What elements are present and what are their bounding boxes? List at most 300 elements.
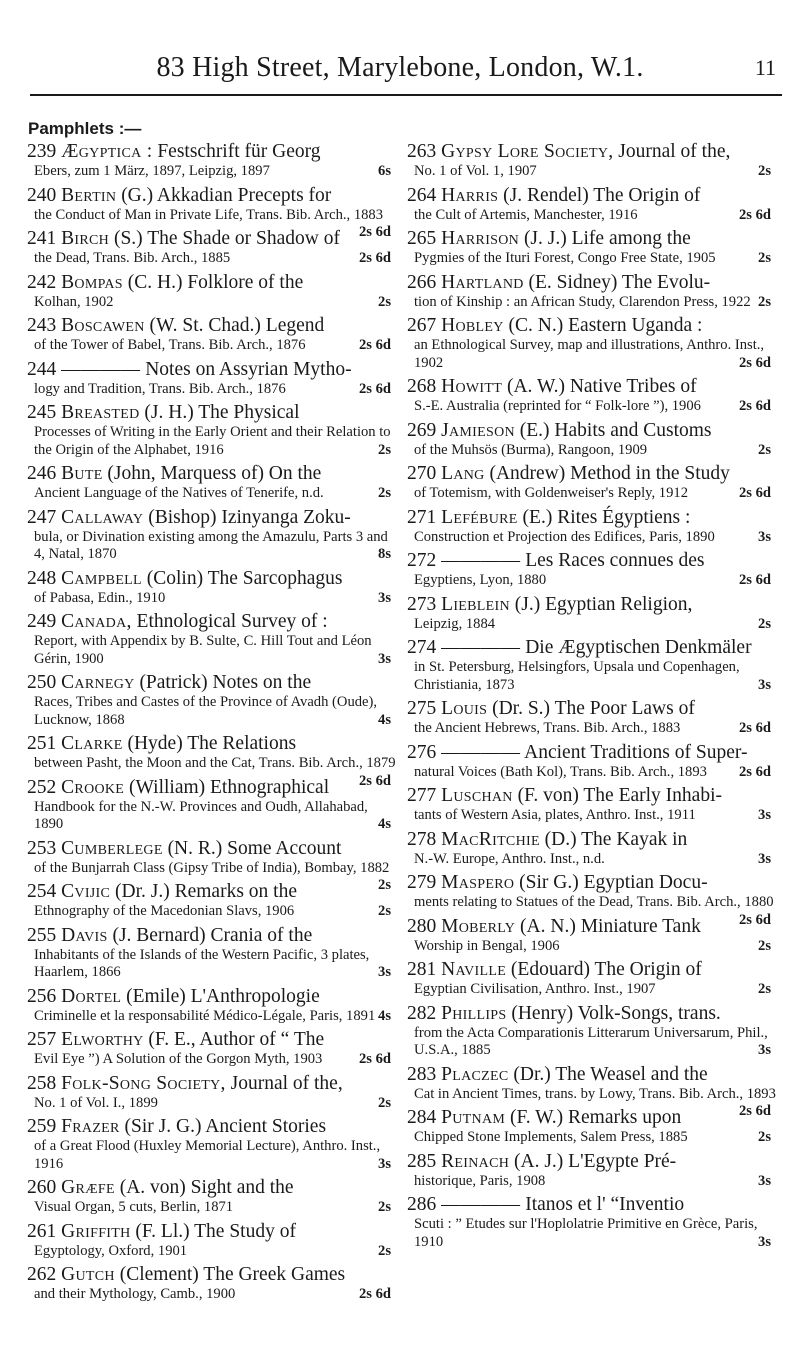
entry-author: Bertin <box>61 184 117 206</box>
catalogue-entry <box>407 1106 777 1147</box>
catalogue-entry <box>407 375 777 416</box>
entry-heading <box>27 462 397 485</box>
entry-author: Harrison <box>441 228 520 249</box>
entry-description <box>407 398 777 416</box>
entry-title-start: (Hyde) The Relations <box>127 733 297 754</box>
entry-author: Dortel <box>61 985 122 1007</box>
entry-author: Davis <box>61 924 108 946</box>
entry-title-start: (N. R.) Some Account <box>167 837 342 859</box>
entry-number: 271 <box>407 506 437 528</box>
entry-details: natural Voices (Bath Kol), Trans. Bib. Arch., 1893 <box>414 763 707 780</box>
entry-description <box>407 294 777 312</box>
catalogue-entry <box>407 184 777 225</box>
entry-number: 245 <box>27 402 57 423</box>
entry-price: 4s <box>378 816 391 832</box>
catalogue-entry <box>407 593 777 634</box>
entry-heading <box>407 958 777 981</box>
entry-price: 6s <box>378 163 391 179</box>
catalogue-entry <box>27 271 397 312</box>
entry-price: 2s 6d <box>738 485 771 501</box>
entry-title-start: Ethnological Survey of : <box>136 611 328 632</box>
entry-details: Worship in Bengal, 1906 <box>414 937 560 954</box>
entry-author: Cvijic <box>61 881 111 902</box>
catalogue-entry <box>407 462 777 503</box>
entry-number: 267 <box>407 315 437 336</box>
entry-details: Races, Tribes and Castes of the Province of Avadh (Oude), Lucknow, 1868 <box>34 694 378 728</box>
entry-author: Moberly <box>441 915 516 937</box>
left-column <box>27 140 397 1307</box>
entry-heading <box>27 506 397 529</box>
entry-details: of Totemism, with Goldenweiser's Reply, 1912 <box>414 485 688 501</box>
entry-number: 268 <box>407 376 437 397</box>
entry-description <box>27 903 397 921</box>
entry-heading <box>407 375 777 398</box>
catalogue-entry <box>407 828 777 869</box>
entry-number: 252 <box>27 776 57 798</box>
section-title: Pamphlets :— <box>28 119 142 138</box>
entry-price: 3s <box>758 1233 771 1250</box>
entry-description <box>27 694 397 729</box>
entry-details: Egyptology, Oxford, 1901 <box>34 1242 188 1259</box>
entry-number: 244 <box>27 358 57 380</box>
entry-author: Putnam <box>441 1107 506 1128</box>
entry-heading <box>407 184 777 207</box>
page-title: 83 High Street, Marylebone, London, W.1. <box>156 52 644 83</box>
entry-title-start: (Emile) L'Anthropologie <box>126 985 320 1007</box>
entry-description <box>407 250 777 268</box>
entry-description <box>27 1008 397 1026</box>
entry-author: ———— <box>441 550 521 571</box>
entry-details: between Pasht, the Moon and the Cat, Trans. Bib. Arch., 1879 <box>34 755 396 771</box>
entry-details: Cat in Ancient Times, trans. by Lowy, Trans. Bib. Arch., 1893 <box>414 1085 776 1102</box>
entry-title-start: (J.) Egyptian Religion, <box>514 593 693 615</box>
catalogue-entry <box>407 1193 777 1251</box>
entry-number: 256 <box>27 985 57 1007</box>
entry-number: 275 <box>407 698 437 719</box>
entry-price: 2s <box>758 250 771 266</box>
entry-details: of the Muhsös (Burma), Rangoon, 1909 <box>414 441 648 458</box>
entry-number: 247 <box>27 506 57 528</box>
entry-title-start: Journal of the, <box>618 141 731 162</box>
entry-author: Naville <box>441 959 507 980</box>
entry-details: the Dead, Trans. Bib. Arch., 1885 <box>34 250 231 266</box>
header-rule <box>30 94 782 96</box>
entry-price: 3s <box>378 650 391 667</box>
entry-title-start: (C. H.) Folklore of the <box>127 271 304 293</box>
catalogue-entry <box>407 741 777 782</box>
entry-details: Ancient Language of the Natives of Tenerife, n.d. <box>34 485 324 501</box>
entry-author: Placzec <box>441 1063 509 1085</box>
entry-description <box>407 659 777 694</box>
entry-number: 273 <box>407 593 437 615</box>
entry-details: tion of Kinship : an African Study, Clarendon Press, 1922 <box>414 293 751 310</box>
entry-details: Handbook for the N.-W. Provinces and Oudh, Allahabad, 1890 <box>34 798 368 832</box>
entry-author: Birch <box>61 228 110 249</box>
entry-heading <box>407 828 777 851</box>
entry-description <box>407 851 777 869</box>
catalogue-entry <box>27 1176 397 1217</box>
entry-price: 2s 6d <box>738 763 771 780</box>
entry-author: Græfe <box>61 1177 115 1198</box>
entry-heading <box>27 401 397 424</box>
entry-details: Inhabitants of the Islands of the Western Pacific, 3 plates, Haarlem, 1866 <box>34 946 370 980</box>
catalogue-entry <box>27 358 397 399</box>
entry-author: Boscawen <box>61 315 145 336</box>
entry-price: 2s 6d <box>358 224 391 240</box>
entry-details: Ebers, zum 1 März, 1897, Leipzig, 1897 <box>34 163 270 179</box>
entry-heading <box>27 358 397 381</box>
entry-number: 246 <box>27 463 57 484</box>
entry-price: 2s <box>378 1199 391 1215</box>
entry-number: 274 <box>407 637 437 658</box>
catalogue-entry <box>27 401 397 459</box>
entry-description <box>27 250 397 268</box>
entry-description <box>407 616 777 634</box>
entry-price: 2s 6d <box>358 250 391 266</box>
entry-description <box>407 529 777 547</box>
catalogue-entry <box>27 314 397 355</box>
entry-description <box>27 590 397 608</box>
entry-number: 270 <box>407 463 437 484</box>
entry-price: 2s 6d <box>358 380 391 397</box>
entry-number: 240 <box>27 184 57 206</box>
entry-price: 3s <box>378 964 391 980</box>
entry-title-start: (E. Sidney) The Evolu- <box>528 271 711 293</box>
entry-description <box>27 381 397 399</box>
entry-title-start: (William) Ethnographical <box>129 776 330 798</box>
entry-title-start: (John, Marquess of) On the <box>107 463 322 484</box>
entry-description <box>27 485 397 503</box>
entry-heading <box>407 140 777 163</box>
entry-author: Folk-Song Society, <box>61 1072 226 1094</box>
page-header <box>0 48 800 94</box>
entry-title-start: (Sir G.) Egyptian Docu- <box>519 872 708 893</box>
entry-description <box>27 1095 397 1113</box>
catalogue-entry <box>27 880 397 921</box>
entry-details: and their Mythology, Camb., 1900 <box>34 1286 236 1302</box>
entry-number: 257 <box>27 1029 57 1050</box>
entry-author: Ægyptica : <box>61 141 153 162</box>
entry-author: Howitt <box>441 376 503 397</box>
entry-author: Hartland <box>441 271 524 293</box>
entry-author: ———— <box>61 358 141 380</box>
entry-heading <box>27 1220 397 1243</box>
entry-description <box>407 1129 777 1147</box>
entry-title-start: (A. N.) Miniature Tank <box>520 915 701 937</box>
entry-author: ———— <box>441 741 521 763</box>
entry-details: Kolhan, 1902 <box>34 293 114 310</box>
entry-heading <box>407 506 777 529</box>
entry-heading <box>407 1150 777 1173</box>
entry-price: 8s <box>378 546 391 562</box>
entry-number: 279 <box>407 872 437 893</box>
entry-price: 2s <box>378 441 391 458</box>
entry-author: Hobley <box>441 315 504 336</box>
catalogue-entry <box>407 419 777 460</box>
entry-title-start: Itanos et l' “Inventio <box>525 1194 685 1215</box>
entry-author: Lefébure <box>441 506 518 528</box>
entry-heading <box>407 462 777 485</box>
entry-price: 2s 6d <box>738 911 771 928</box>
entry-details: Criminelle et la responsabilité Médico-Légale, Paris, 1891 <box>34 1007 376 1024</box>
entry-author: Jamieson <box>441 419 515 441</box>
entry-description <box>27 1286 397 1304</box>
entry-number: 282 <box>407 1002 437 1024</box>
entry-author: Campbell <box>61 567 142 589</box>
catalogue-entry <box>27 610 397 668</box>
entry-title-start: (Dr. J.) Remarks on the <box>115 881 297 902</box>
entry-details: Leipzig, 1884 <box>414 615 496 632</box>
entry-heading <box>27 610 397 633</box>
entry-author: Bompas <box>61 271 123 293</box>
entry-heading <box>407 1193 777 1216</box>
entry-price: 3s <box>758 1172 771 1189</box>
entry-title-start: Ancient Traditions of Super- <box>524 741 748 763</box>
catalogue-entry <box>27 985 397 1026</box>
entry-details: of the Bunjarrah Class (Gipsy Tribe of India), Bombay, 1882 <box>34 859 390 876</box>
entry-price: 2s 6d <box>358 1051 391 1067</box>
entry-price: 2s <box>758 937 771 954</box>
entry-price: 2s <box>758 615 771 632</box>
entry-title-start: (Dr.) The Weasel and the <box>513 1063 708 1085</box>
entry-description <box>27 633 397 668</box>
entry-heading <box>27 227 397 250</box>
entry-heading <box>27 671 397 694</box>
entry-price: 3s <box>758 850 771 867</box>
entry-heading <box>27 880 397 903</box>
entry-details: of the Tower of Babel, Trans. Bib. Arch., 1876 <box>34 337 306 353</box>
catalogue-entry <box>27 1263 397 1304</box>
entry-number: 261 <box>27 1220 57 1242</box>
entry-details: Egyptiens, Lyon, 1880 <box>414 572 547 588</box>
entry-title-start: Les Races connues des <box>525 550 705 571</box>
catalogue-entry <box>407 636 777 694</box>
entry-title-start: (A. W.) Native Tribes of <box>506 376 697 397</box>
catalogue-entry <box>407 549 777 590</box>
entry-title-start: (F. Ll.) The Study of <box>135 1220 296 1242</box>
entry-price: 2s 6d <box>358 772 391 789</box>
entry-price: 4s <box>378 711 391 728</box>
catalogue-entry <box>27 671 397 729</box>
catalogue-entry <box>407 915 777 956</box>
entry-number: 259 <box>27 1116 57 1137</box>
entry-title-start: (E.) Habits and Customs <box>519 419 712 441</box>
entry-author: Reinach <box>441 1150 510 1172</box>
catalogue-entry <box>407 1002 777 1060</box>
entry-number: 249 <box>27 611 57 632</box>
entry-heading <box>407 419 777 442</box>
entry-heading <box>27 314 397 337</box>
catalogue-entry <box>407 1150 777 1191</box>
entry-number: 269 <box>407 419 437 441</box>
entry-description <box>407 163 777 181</box>
catalogue-entry <box>27 1220 397 1261</box>
entry-author: Breasted <box>61 402 140 423</box>
entry-number: 284 <box>407 1107 437 1128</box>
entry-title-start: (Clement) The Greek Games <box>119 1264 346 1285</box>
entry-details: Evil Eye ”) A Solution of the Gorgon Myth, 1903 <box>34 1051 323 1067</box>
entry-number: 277 <box>407 785 437 806</box>
entry-description <box>27 294 397 312</box>
entry-price: 2s <box>758 441 771 458</box>
entry-details: Construction et Projection des Edifices, Paris, 1890 <box>414 528 715 545</box>
entry-price: 2s <box>378 877 391 893</box>
entry-heading <box>27 837 397 860</box>
entry-number: 280 <box>407 915 437 937</box>
catalogue-entry <box>27 1028 397 1069</box>
entry-description <box>407 938 777 956</box>
entry-heading <box>27 1115 397 1138</box>
entry-details: Chipped Stone Implements, Salem Press, 1885 <box>414 1129 688 1145</box>
entry-heading <box>27 985 397 1008</box>
catalogue-entry <box>27 140 397 181</box>
entry-title-start: (F. W.) Remarks upon <box>509 1107 682 1128</box>
entry-details: logy and Tradition, Trans. Bib. Arch., 1876 <box>34 380 286 397</box>
entry-title-start: (E.) Rites Égyptiens : <box>522 506 691 528</box>
entry-author: Lang <box>441 463 485 484</box>
entry-details: Pygmies of the Ituri Forest, Congo Free State, 1905 <box>414 250 716 266</box>
entry-price: 2s 6d <box>358 337 391 353</box>
entry-heading <box>407 636 777 659</box>
page-number: 11 <box>754 55 776 80</box>
entry-description <box>407 485 777 503</box>
entry-title-start: (Bishop) Izinyanga Zoku- <box>148 506 351 528</box>
entry-number: 285 <box>407 1150 437 1172</box>
entry-heading <box>27 776 397 799</box>
entry-title-start: (Colin) The Sarcophagus <box>146 567 343 589</box>
entry-heading <box>27 1072 397 1095</box>
entry-number: 286 <box>407 1194 437 1215</box>
entry-title-start: Notes on Assyrian Mytho- <box>145 358 352 380</box>
catalogue-entry <box>407 958 777 999</box>
entry-details: No. 1 of Vol. 1, 1907 <box>414 163 537 179</box>
entry-price: 2s 6d <box>738 720 771 736</box>
entry-author: Louis <box>441 698 488 719</box>
entry-price: 2s 6d <box>738 398 771 414</box>
entry-number: 255 <box>27 924 57 946</box>
entry-description <box>407 1173 777 1191</box>
entry-title-start: (A. von) Sight and the <box>119 1177 294 1198</box>
entry-description <box>27 1051 397 1069</box>
entry-author: Callaway <box>61 506 144 528</box>
entry-number: 254 <box>27 881 57 902</box>
entry-number: 251 <box>27 733 57 754</box>
entry-description <box>407 207 777 225</box>
entry-heading <box>407 593 777 616</box>
entry-number: 278 <box>407 828 437 850</box>
entry-details: the Ancient Hebrews, Trans. Bib. Arch., 1883 <box>414 720 681 736</box>
entry-heading <box>27 1028 397 1051</box>
entry-heading <box>407 741 777 764</box>
entry-price: 3s <box>378 589 391 606</box>
entry-author: Elworthy <box>61 1029 144 1050</box>
entry-number: 276 <box>407 741 437 763</box>
entry-details: N.-W. Europe, Anthro. Inst., n.d. <box>414 850 605 867</box>
entry-price: 2s 6d <box>738 1103 771 1119</box>
entry-price: 2s <box>758 1129 771 1145</box>
entry-number: 283 <box>407 1063 437 1085</box>
entry-description <box>407 764 777 782</box>
entry-price: 2s <box>378 1094 391 1111</box>
entry-description <box>27 1243 397 1261</box>
entry-author: Cumberlege <box>61 837 163 859</box>
entry-number: 263 <box>407 141 437 162</box>
entry-heading <box>407 1106 777 1129</box>
entry-author: Phillips <box>441 1002 507 1024</box>
entry-description <box>27 799 397 834</box>
entry-price: 2s 6d <box>738 572 771 588</box>
catalogue-entry <box>27 227 397 268</box>
entry-heading <box>27 1176 397 1199</box>
entry-heading <box>407 915 777 938</box>
entry-author: Clarke <box>61 733 123 754</box>
entry-title-start: (J. Bernard) Crania of the <box>112 924 313 946</box>
entry-title-start: (J. Rendel) The Origin of <box>503 184 701 206</box>
entry-price: 2s <box>758 293 771 310</box>
entry-number: 241 <box>27 228 57 249</box>
entry-details: Processes of Writing in the Early Orient and their Relation to the Origin of the Alphabet, 1916 <box>34 424 391 458</box>
entry-author: Frazer <box>61 1116 120 1137</box>
entry-title-start: (W. St. Chad.) Legend <box>149 315 325 336</box>
entry-heading <box>27 271 397 294</box>
entry-author: MacRitchie <box>441 828 540 850</box>
entry-heading <box>27 732 397 755</box>
entry-author: Gutch <box>61 1264 115 1285</box>
entry-title-start: (J. H.) The Physical <box>144 402 300 423</box>
entry-title-start: (S.) The Shade or Shadow of <box>113 228 340 249</box>
entry-details: tants of Western Asia, plates, Anthro. Inst., 1911 <box>414 807 696 823</box>
right-column <box>407 140 777 1254</box>
entry-price: 2s 6d <box>738 206 771 223</box>
entry-number: 239 <box>27 141 57 162</box>
entry-details: Ethnography of the Macedonian Slavs, 1906 <box>34 903 295 919</box>
entry-price: 3s <box>378 1155 391 1172</box>
entry-heading <box>407 314 777 337</box>
entry-title-start: Die Ægyptischen Denkmäler <box>525 637 752 658</box>
entry-heading <box>407 871 777 894</box>
entry-details: historique, Paris, 1908 <box>414 1172 546 1189</box>
catalogue-entry <box>407 271 777 312</box>
entry-number: 272 <box>407 550 437 571</box>
entry-title-start: (Edouard) The Origin of <box>510 959 702 980</box>
entry-author: Crooke <box>61 776 125 798</box>
entry-details: Egyptian Civilisation, Anthro. Inst., 1907 <box>414 981 656 997</box>
entry-details: Scuti : ” Etudes sur l'Hoplolatrie Primitive en Grèce, Paris, 1910 <box>414 1216 758 1250</box>
entry-description <box>27 424 397 459</box>
entry-description <box>27 163 397 181</box>
entry-price: 2s 6d <box>358 1286 391 1302</box>
entry-number: 260 <box>27 1177 57 1198</box>
catalogue-entry <box>27 567 397 608</box>
entry-number: 248 <box>27 567 57 589</box>
entry-price: 3s <box>758 807 771 823</box>
catalogue-entry <box>27 776 397 834</box>
entry-description <box>407 442 777 460</box>
entry-heading <box>407 1002 777 1025</box>
entry-heading <box>407 227 777 250</box>
entry-details: an Ethnological Survey, map and illustrations, Anthro. Inst., 1902 <box>414 337 765 371</box>
entry-number: 266 <box>407 271 437 293</box>
entry-description <box>407 807 777 825</box>
entry-title-start: Festschrift für Georg <box>157 141 321 162</box>
entry-title-start: (F. E., Author of “ The <box>148 1029 325 1050</box>
entry-description <box>407 981 777 999</box>
entry-description <box>407 1025 777 1060</box>
entry-price: 3s <box>758 676 771 693</box>
entry-author: Gypsy Lore Society, <box>441 141 614 162</box>
entry-heading <box>27 567 397 590</box>
entry-price: 2s <box>378 1242 391 1259</box>
